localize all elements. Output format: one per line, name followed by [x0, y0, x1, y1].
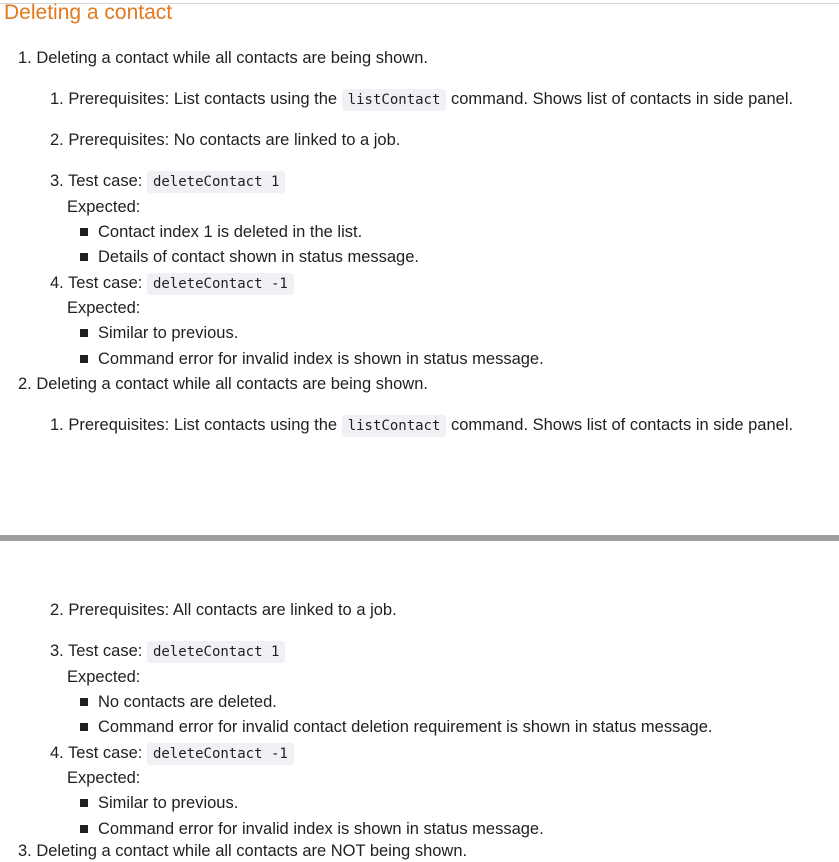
page-break [0, 535, 839, 541]
bullet-icon [80, 253, 88, 261]
section1-case4: 4. Test case: deleteContact -1 [50, 272, 294, 295]
inline-code: deleteContact -1 [147, 743, 294, 765]
list-item: Command error for invalid index is shown in status message. [80, 348, 544, 370]
expected-label: Expected: [67, 299, 141, 317]
section1-prereq1: 1. Prerequisites: List contacts using the listContact command. Shows list of contacts in side panel. [50, 88, 793, 111]
list-item: Command error for invalid contact deletion requirement is shown in status message. [80, 716, 712, 738]
inline-code: deleteContact 1 [147, 641, 285, 663]
bullet-icon [80, 799, 88, 807]
section2-prereq1: 1. Prerequisites: List contacts using the listContact command. Shows list of contacts in side panel. [50, 414, 793, 437]
inline-code: deleteContact 1 [147, 171, 285, 193]
section3-title: 3. Deleting a contact while all contacts are NOT being shown. [18, 842, 468, 860]
section1-title: 1. Deleting a contact while all contacts are being shown. [18, 49, 428, 67]
section2-case4: 4. Test case: deleteContact -1 [50, 742, 294, 765]
inline-code: listContact [342, 89, 447, 111]
bullet-icon [80, 228, 88, 236]
section1-case3: 3. Test case: deleteContact 1 [50, 170, 285, 193]
inline-code: deleteContact -1 [147, 273, 294, 295]
bullet-icon [80, 698, 88, 706]
inline-code: listContact [342, 415, 447, 437]
list-item: Command error for invalid index is shown in status message. [80, 818, 544, 840]
expected-label: Expected: [67, 198, 141, 216]
bullet-icon [80, 355, 88, 363]
section-heading: Deleting a contact [4, 1, 173, 24]
section2-prereq2: 2. Prerequisites: All contacts are linked to a job. [50, 601, 397, 619]
expected-label: Expected: [67, 769, 141, 787]
list-item: Similar to previous. [80, 322, 238, 344]
expected-label: Expected: [67, 668, 141, 686]
list-item: Similar to previous. [80, 792, 238, 814]
section2-title: 2. Deleting a contact while all contacts are being shown. [18, 375, 428, 393]
list-item: Details of contact shown in status message. [80, 246, 419, 268]
bullet-icon [80, 723, 88, 731]
bullet-icon [80, 329, 88, 337]
section1-prereq2: 2. Prerequisites: No contacts are linked to a job. [50, 131, 401, 149]
list-item: No contacts are deleted. [80, 691, 277, 713]
list-item: Contact index 1 is deleted in the list. [80, 221, 362, 243]
bullet-icon [80, 825, 88, 833]
section2-case3: 3. Test case: deleteContact 1 [50, 640, 285, 663]
